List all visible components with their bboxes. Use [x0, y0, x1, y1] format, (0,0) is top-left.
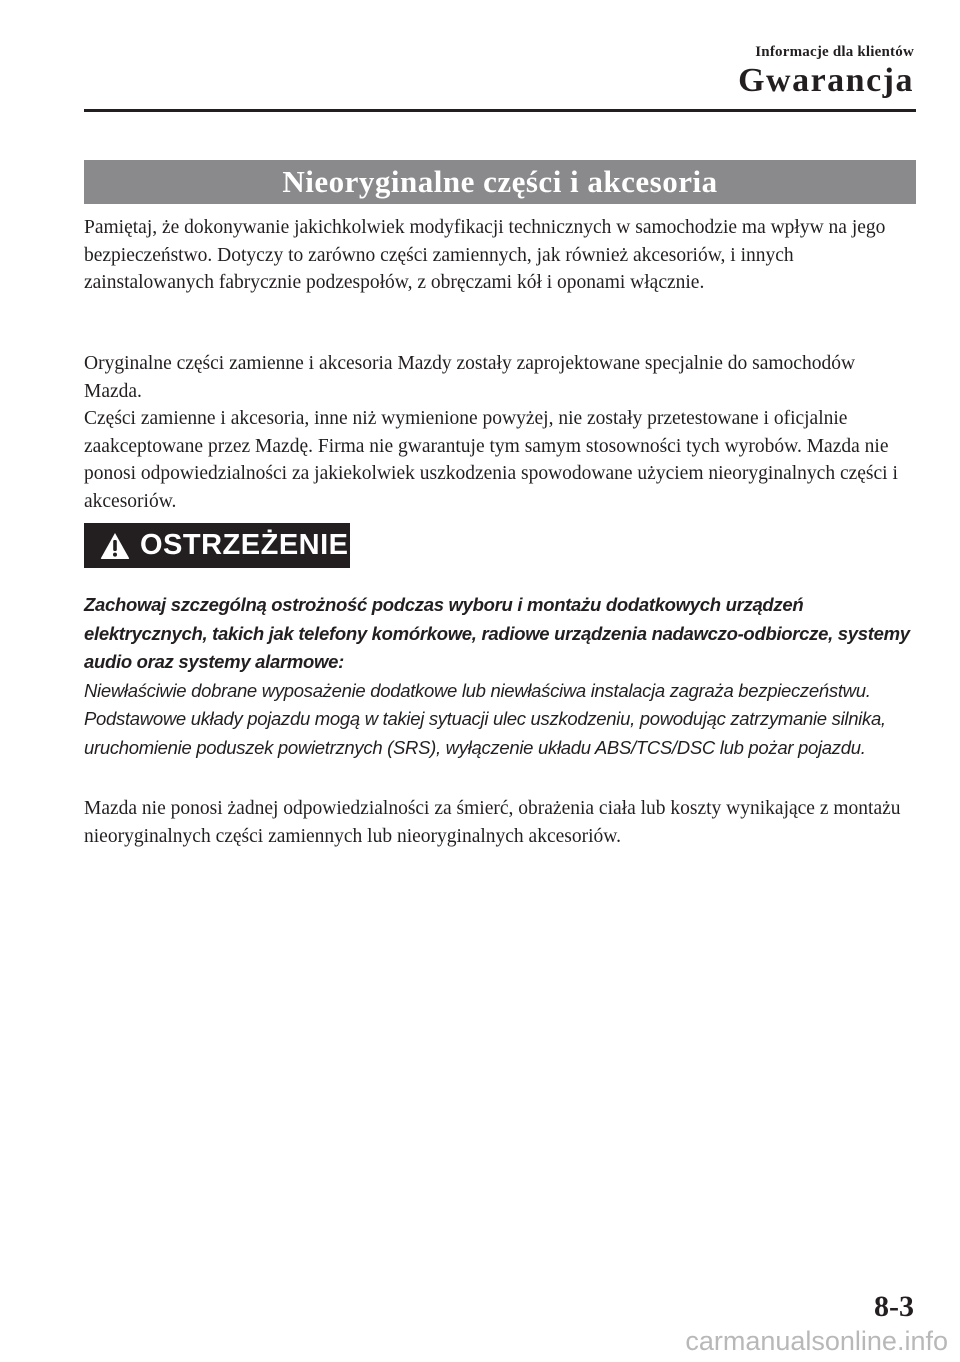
paragraph-original-parts: Oryginalne części zamienne i akcesoria Mazdy zostały zaprojektowane specjalnie do samochodów Mazda.	[84, 353, 856, 402]
paragraph-modifications: Pamiętaj, że dokonywanie jakichkolwiek modyfikacji technicznych w samochodzie ma wpływ na jego bezpieczeństwo. Dotyczy to zarówno części zamiennych, jak również akcesoriów, i innych zainstalowanych fabrycznie podzespołów, z obręczami kół i oponami włącznie.	[84, 217, 886, 293]
paragraph-liability: Mazda nie ponosi żadnej odpowiedzialności za śmierć, obrażenia ciała lub koszty wynikające z montażu nieoryginalnych części zamiennych lub nieoryginalnych akcesoriów.	[84, 798, 901, 847]
section-title: Nieoryginalne części i akcesoria	[282, 164, 718, 199]
warning-text	[84, 591, 914, 762]
warning-badge	[84, 523, 350, 568]
warning-label: OSTRZEŻENIE	[140, 529, 349, 561]
page-number: 8-3	[874, 1290, 914, 1323]
section-title-bar	[84, 160, 916, 204]
header-section-label: Informacje dla klientów	[755, 44, 914, 60]
watermark: carmanualsonline.info	[685, 1326, 948, 1356]
paragraph-other-parts: Części zamienne i akcesoria, inne niż wymienione powyżej, nie zostały przetestowane i oficjalnie zaakceptowane przez Mazdę. Firma nie gwarantuje tym samym stosowności tych wyrobów. Mazda nie ponosi odpowiedzialności za jakiekolwiek uszkodzenia spowodowane użyciem nieoryginalnych części i akcesoriów.	[84, 408, 898, 512]
chapter-title: Gwarancja	[738, 62, 914, 99]
header-divider	[84, 109, 916, 112]
warning-bold-text: Zachowaj szczególną ostrożność podczas wyboru i montażu dodatkowych urządzeń elektrycznych, takich jak telefony komórkowe, radiowe urządzenia nadawczo-odbiorcze, systemy audio oraz systemy alarmowe:	[84, 594, 910, 672]
warning-triangle-icon	[100, 532, 130, 560]
warning-body-text: Niewłaściwie dobrane wyposażenie dodatkowe lub niewłaściwa instalacja zagraża bezpieczeństwu. Podstawowe układy pojazdu mogą w takiej sytuacji ulec uszkodzeniu, powodując zatrzymanie silnika, uruchomienie poduszek powietrznych (SRS), wyłączenie układu ABS/TCS/DSC lub pożar pojazdu.	[84, 679, 886, 758]
